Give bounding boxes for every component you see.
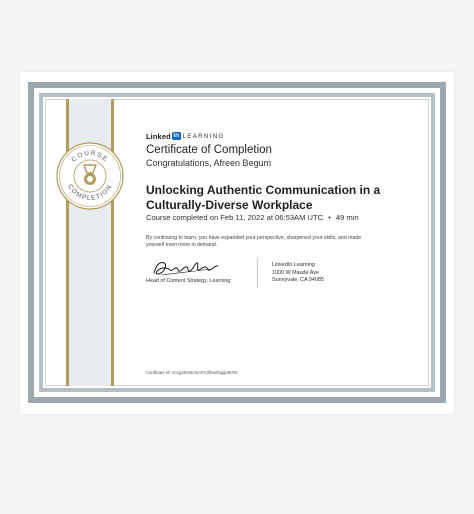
brand-in-badge: in [173,132,180,139]
address-line-2: 1000 W Maude Ave [272,269,319,276]
certificate-content [146,131,426,249]
seal-top-text: COURSE [70,149,110,164]
completion-date: Course completed on Feb 11, 2022 at 06:53AM UTC [146,213,324,222]
course-title: Unlocking Authentic Communication in a Culturally-Diverse Workplace [146,183,381,212]
linkedin-learning-logo [146,131,426,141]
course-completion-seal [56,142,124,210]
brand-learning: LEARNING [182,132,225,140]
signature-block [146,257,266,289]
signature-divider [257,258,258,288]
address-line-3: Sunnyvale, CA 94085 [272,277,324,284]
certificate-title: Certificate of Completion [146,144,272,156]
congratulations-text: Congratulations, Afreen Begum [146,158,272,168]
completion-info [146,213,426,223]
separator: • [328,213,331,222]
signer-title: Head of Content Strategy, Learning [146,278,231,284]
certificate-body-text: By continuing to learn, you have expanded your perspective, sharpened your skills, and made yourself even more in demand. [146,235,362,248]
seal-bottom-text: COMPLETION [66,183,114,203]
address-line-1: LinkedIn Learning [272,262,315,268]
brand-linked: Linked [146,131,171,141]
address-block [272,262,324,285]
certificate-id: Certificate Id: AcvgJdH9wJuAPC2fbenfqqqu9c0D [146,370,238,375]
course-duration: 49 min [335,213,359,222]
signature-image [150,257,222,279]
